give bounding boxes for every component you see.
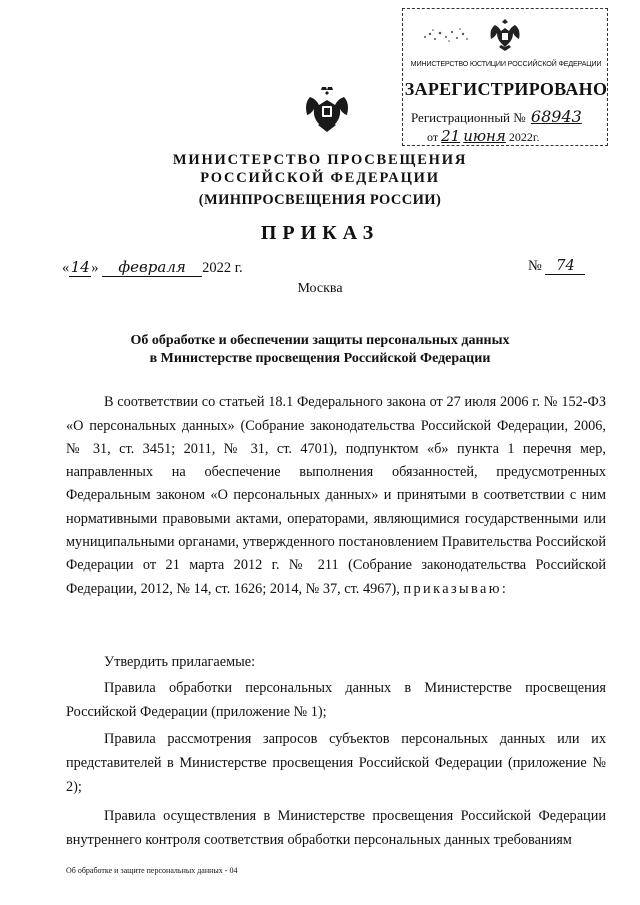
document-type: ПРИКАЗ (260, 222, 380, 244)
registration-stamp (402, 8, 608, 146)
preamble-text: В соответствии со статьей 18.1 Федерального закона от 27 июля 2006 г. № 152-ФЗ «О персональных данных» (Собрание законодательства Российской Федерации, 2006, № 31, ст. 3451; 2011, № 31, ст. 4701), подпунктом «б» пункта 1 перечня мер, направленных на обеспечение выполнения обязанностей, предусмотренных Федеральным законом «О персональных данных» и принятыми в соответствии с ним нормативными правовыми актами, операторами, являющимися государственными или муниципальными органами, утвержденного постановлением Правительства Российской Федерации от 21 марта 2012 г. № 211 (Собрание законодательства Российской Федерации, 2012, № 14, ст. 1626; 2014, № 37, ст. 4967), (66, 394, 606, 597)
page-footer: Об обработке и защите персональных данных - 04 (66, 866, 238, 875)
paragraph-rules-3: Правила осуществления в Министерстве просвещения Российской Федерации внутреннего контроля соответствия обработки персональных данных требованиям (66, 808, 606, 849)
order-number-label: № (528, 258, 542, 274)
order-day: 14 (70, 258, 90, 276)
quote-close: » (91, 260, 99, 276)
state-emblem-icon (304, 85, 350, 135)
stamp-date-day: 21 (441, 127, 461, 145)
order-title-line1: Об обработке и обеспечении защиты персональных данных (130, 333, 510, 348)
stamp-registered-label: ЗАРЕГИСТРИРОВАНО (404, 79, 608, 99)
stamp-date-prefix: от (427, 130, 439, 144)
ministry-short-name: (МИНПРОСВЕЩЕНИЯ РОССИИ) (198, 192, 442, 208)
ministry-name-line2: РОССИЙСКОЙ ФЕДЕРАЦИИ (200, 170, 440, 186)
ministry-name-line1: МИНИСТЕРСТВО ПРОСВЕЩЕНИЯ (172, 152, 468, 168)
order-city: Москва (297, 281, 343, 296)
paragraph-preamble (66, 391, 606, 601)
stamp-date (427, 127, 539, 145)
stamp-ministry-name: МИНИСТЕРСТВО ЮСТИЦИИ РОССИЙСКОЙ ФЕДЕРАЦИИ (410, 59, 602, 68)
paragraph-approve: Утвердить прилагаемые: (104, 654, 256, 671)
stamp-date-year: 2022 (508, 130, 533, 144)
stamp-reg-label: Регистрационный № (411, 110, 526, 125)
order-month: февраля (102, 258, 202, 277)
stamp-reg-number: 68943 (530, 107, 582, 126)
paragraph-rules-1: Правила обработки персональных данных в Министерстве просвещения Российской Федерации (приложение № 1); (66, 680, 606, 721)
quote-open: « (62, 260, 70, 276)
order-directive: приказываю: (403, 580, 509, 597)
paragraph-rules-2: Правила рассмотрения запросов субъектов персональных данных или их представителей в Министерстве просвещения Российской Федерации (приложение № 2); (66, 731, 606, 796)
stamp-registration-number (411, 107, 582, 126)
stamp-date-month: июня (463, 127, 506, 145)
order-number-value: 74 (545, 258, 585, 275)
stamp-noise-icon (421, 25, 471, 47)
stamp-eagle-emblem-icon (485, 15, 525, 55)
order-title-line2: в Министерстве просвещения Российской Федерации (149, 351, 491, 366)
order-number (528, 258, 585, 275)
stamp-date-suffix: г. (532, 130, 540, 144)
order-year: 2022 г. (202, 260, 243, 276)
order-date (62, 258, 243, 277)
